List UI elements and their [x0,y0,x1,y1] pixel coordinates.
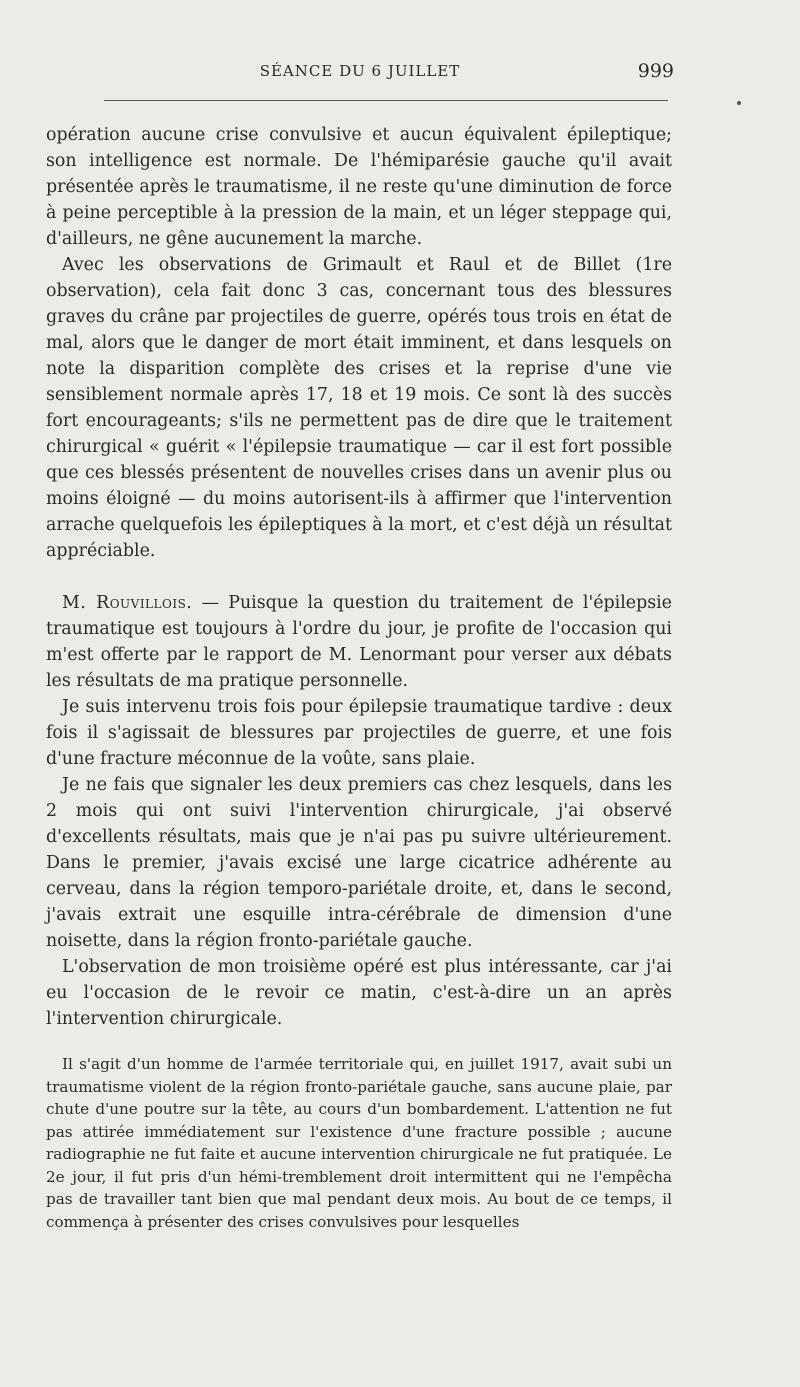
ink-speck [737,101,741,105]
page-number: 999 [637,60,674,82]
paragraph: L'observation de mon troisième opéré est plus intéressante, car j'ai eu l'occasion de le revoir ce matin, c'est-à-dire un an après l'intervention chirurgicale. [46,957,672,1029]
header-rule [104,100,668,101]
paragraph: Avec les observations de Grimault et Raul et de Billet (1re observation), cela fait donc 3 cas, concernant tous des blessures graves du crâne par projectiles de guerre, opérés tous trois en état de mal, alors que le danger de mort était imminent, et dans lesquels on note la disparition complète des crises et la reprise d'une vie sensiblement normale après 17, 18 et 19 mois. Ce sont là des succès fort encourageants; s'ils ne permettent pas de dire que le traitement chirurgical « guérit « l'épilepsie traumatique — car il est fort possible que ces blessés présentent de nouvelles crises dans un avenir plus ou moins éloigné — du moins autorisent-ils à affirmer que l'intervention arrache quelquefois les épileptiques à la mort, et c'est déjà un résultat appréciable. [46,255,672,561]
case-report-text [46,1053,672,1233]
paragraph: Je suis intervenu trois fois pour épilepsie traumatique tardive : deux fois il s'agissait de blessures par projectiles de guerre, et une fois d'une fracture méconnue de la voûte, sans plaie. [46,697,672,769]
paragraph: opération aucune crise convulsive et aucun équivalent épileptique; son intelligence est normale. De l'hémiparésie gauche qu'il avait présentée après le traumatisme, il ne reste qu'une diminution de force à peine perceptible à la pression de la main, et un léger steppage qui, d'ailleurs, ne gêne aucunement la marche. [46,125,672,249]
speaker-name: M. Rouvillois. [62,593,193,613]
speaker-text: — Puisque la question du traitement de l'épilepsie traumatique est toujours à l'ordre du jour, je profite de l'occasion qui m'est offerte par le rapport de M. Lenormant pour verser aux débats les résultats de ma pratique personnelle. [46,593,672,691]
paragraph: Il s'agit d'un homme de l'armée territoriale qui, en juillet 1917, avait subi un traumatisme violent de la région fronto-pariétale gauche, sans aucune plaie, par chute d'une poutre sur la tête, au cours d'un bombardement. L'attention ne fut pas attirée immédiatement sur l'existence d'une fracture possible ; aucune radiographie ne fut faite et aucune intervention chirurgicale ne fut pratiquée. Le 2e jour, il fut pris d'un hémi-tremblement droit intermittent qui ne l'empêcha pas de travailler tant bien que mal pendant deux mois. Au bout de ce temps, il commença à présenter des crises convulsives pour lesquelles [46,1055,672,1231]
running-title: SÉANCE DU 6 JUILLET [259,62,461,80]
speaker-paragraph [46,590,672,694]
paragraph: Je ne fais que signaler les deux premiers cas chez lesquels, dans les 2 mois qui ont suivi l'intervention chirurgicale, j'ai observé d'excellents résultats, mais que je n'ai pas pu suivre ultérieurement. Dans le premier, j'avais excisé une large cicatrice adhérente au cerveau, dans la région temporo-pariétale droite, et, dans le second, j'avais extrait une esquille intra-cérébrale de dimension d'une noisette, dans la région fronto-pariétale gauche. [46,775,672,951]
main-text [46,122,672,1032]
page-header [46,62,674,86]
